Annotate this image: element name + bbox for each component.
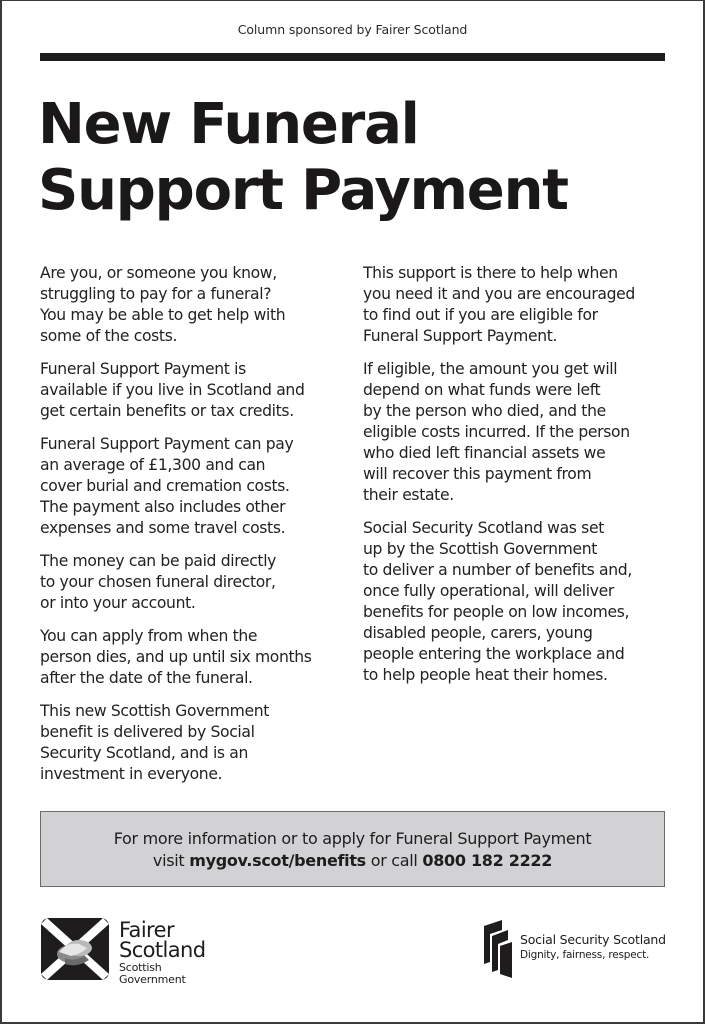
sss-tagline: Dignity, fairness, respect. bbox=[520, 949, 650, 961]
header-rule bbox=[40, 53, 665, 61]
text-line: to find out if you are eligible for bbox=[363, 306, 598, 324]
text-line: once fully operational, will deliver bbox=[363, 582, 614, 600]
text-line: eligible costs incurred. If the person bbox=[363, 423, 630, 441]
sss-name: Social Security Scotland bbox=[520, 932, 666, 947]
social-security-scotland-logo bbox=[482, 920, 666, 978]
sponsor-line: Column sponsored by Fairer Scotland bbox=[237, 22, 468, 37]
fairer-scotland-title bbox=[119, 920, 206, 960]
fairer-scotland-logo bbox=[41, 918, 206, 986]
page-title bbox=[38, 92, 568, 224]
text-line: Security Scotland, and is an bbox=[40, 744, 249, 762]
visit-label: visit bbox=[152, 851, 185, 870]
info-box bbox=[40, 811, 665, 887]
fairer-scotland-text bbox=[119, 920, 206, 986]
text-line: The money can be paid directly bbox=[40, 552, 277, 570]
call-label: or call bbox=[370, 851, 418, 870]
text-line: to your chosen funeral director, bbox=[40, 573, 276, 591]
text-line: available if you live in Scotland and bbox=[40, 381, 305, 399]
text-line: you need it and you are encouraged bbox=[363, 285, 635, 303]
paragraph bbox=[40, 701, 340, 785]
text-line: This new Scottish Government bbox=[40, 702, 269, 720]
text-line: will recover this payment from bbox=[363, 465, 592, 483]
text-line: up by the Scottish Government bbox=[363, 540, 598, 558]
right-column bbox=[363, 263, 663, 698]
paragraph bbox=[363, 359, 663, 506]
text-line: by the person who died, and the bbox=[363, 402, 606, 420]
title-line-1: New Funeral bbox=[38, 92, 419, 157]
text-line: Funeral Support Payment. bbox=[363, 327, 558, 345]
text-line: to deliver a number of benefits and, bbox=[363, 561, 632, 579]
paragraph bbox=[40, 359, 340, 422]
text-line: some of the costs. bbox=[40, 327, 178, 345]
paragraph bbox=[363, 518, 663, 686]
text-line: or into your account. bbox=[40, 594, 196, 612]
title-line-2: Support Payment bbox=[38, 158, 568, 223]
text-line: depend on what funds were left bbox=[363, 381, 601, 399]
saltire-handshake-icon bbox=[41, 918, 109, 980]
text-line: You may be able to get help with bbox=[40, 306, 286, 324]
social-security-scotland-text bbox=[520, 932, 666, 962]
text-line: You can apply from when the bbox=[40, 627, 258, 645]
text-line: get certain benefits or tax credits. bbox=[40, 402, 294, 420]
text-line: who died left financial assets we bbox=[363, 444, 606, 462]
website-link[interactable]: mygov.scot/benefits bbox=[189, 851, 366, 870]
text-line: investment in everyone. bbox=[40, 765, 223, 783]
text-line: person dies, and up until six months bbox=[40, 648, 312, 666]
fs-sub-line-2: Government bbox=[119, 973, 186, 986]
paragraph bbox=[40, 434, 340, 539]
text-line: their estate. bbox=[363, 486, 454, 504]
social-security-scotland-mark-icon bbox=[482, 920, 514, 978]
text-line: people entering the workplace and bbox=[363, 645, 625, 663]
scottish-government-label bbox=[119, 962, 206, 986]
text-line: Are you, or someone you know, bbox=[40, 264, 277, 282]
text-line: after the date of the funeral. bbox=[40, 669, 253, 687]
text-line: If eligible, the amount you get will bbox=[363, 360, 618, 378]
text-line: expenses and some travel costs. bbox=[40, 519, 286, 537]
text-line: an average of £1,300 and can bbox=[40, 456, 266, 474]
paragraph bbox=[40, 551, 340, 614]
info-line-1: For more information or to apply for Funeral Support Payment bbox=[113, 829, 592, 848]
text-line: Funeral Support Payment can pay bbox=[40, 435, 294, 453]
text-line: struggling to pay for a funeral? bbox=[40, 285, 272, 303]
left-column bbox=[40, 263, 340, 797]
text-line: to help people heat their homes. bbox=[363, 666, 608, 684]
text-line: cover burial and cremation costs. bbox=[40, 477, 290, 495]
paragraph bbox=[40, 626, 340, 689]
fs-title-line-2: Scotland bbox=[119, 938, 206, 962]
fs-title-line-1: Fairer bbox=[119, 918, 174, 942]
text-line: This support is there to help when bbox=[363, 264, 618, 282]
paragraph bbox=[363, 263, 663, 347]
paragraph bbox=[40, 263, 340, 347]
text-line: Funeral Support Payment is bbox=[40, 360, 246, 378]
phone-number[interactable]: 0800 182 2222 bbox=[422, 851, 553, 870]
text-line: Social Security Scotland was set bbox=[363, 519, 604, 537]
text-line: The payment also includes other bbox=[40, 498, 286, 516]
fs-sub-line-1: Scottish bbox=[119, 961, 162, 974]
text-line: benefit is delivered by Social bbox=[40, 723, 255, 741]
text-line: disabled people, carers, young bbox=[363, 624, 593, 642]
info-line-2 bbox=[41, 850, 664, 872]
text-line: benefits for people on low incomes, bbox=[363, 603, 630, 621]
